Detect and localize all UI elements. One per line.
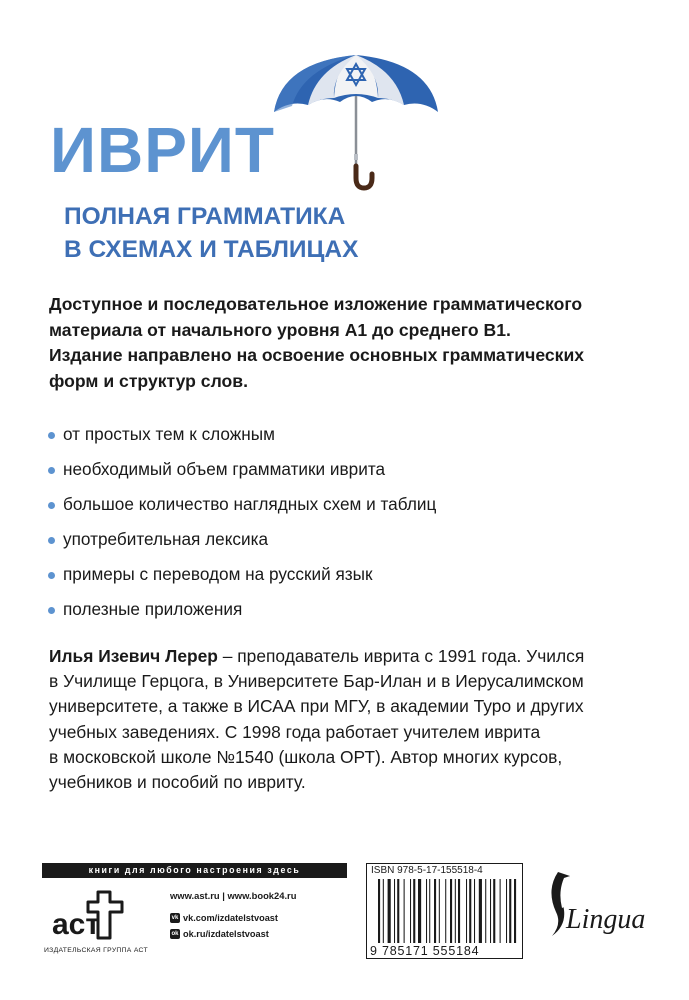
bullet-icon — [48, 432, 55, 439]
lingua-logo — [540, 866, 660, 946]
feature-item — [48, 494, 436, 529]
feature-list — [48, 424, 436, 634]
bio-line: университете, а также в ИСАА при МГУ, в академии Туро и других — [49, 696, 584, 717]
bio-line: учебников и пособий по ивриту. — [49, 772, 306, 793]
vk-link-text: vk.com/izdatelstvoast — [183, 913, 278, 923]
publisher-caption: ИЗДАТЕЛЬСКАЯ ГРУППА АСТ — [44, 947, 148, 954]
barcode-bar — [455, 879, 456, 943]
bullet-icon — [48, 502, 55, 509]
barcode-bar — [404, 879, 405, 943]
intro-line: Доступное и последовательное изложение грамматического — [49, 294, 583, 314]
barcode-bar — [469, 879, 471, 943]
barcode-bar — [388, 879, 391, 943]
barcode-bar — [426, 879, 427, 943]
barcode-bar — [514, 879, 516, 943]
barcode-bar — [434, 879, 436, 943]
barcode-bar — [397, 879, 399, 943]
barcode-bar — [413, 879, 415, 943]
barcode-bar — [429, 879, 430, 943]
bio-line — [49, 644, 649, 669]
ok-icon: ok — [171, 931, 179, 937]
barcode-bar — [509, 879, 511, 943]
intro-line: материала от начального уровня А1 до среднего В1. — [49, 319, 511, 340]
vk-link[interactable] — [170, 913, 278, 923]
intro-paragraph — [49, 292, 649, 394]
lingua-logo-text: Lingua — [566, 904, 646, 935]
feature-text: необходимый объем грамматики иврита — [63, 459, 386, 479]
bullet-icon — [48, 467, 55, 474]
feature-item — [48, 564, 436, 599]
feature-text: большое количество наглядных схем и таблиц — [63, 494, 437, 514]
bullet-icon — [48, 572, 55, 579]
barcode-bars — [378, 879, 518, 943]
umbrella-illustration — [272, 50, 440, 196]
bio-line: учебных заведениях. С 1998 года работает учителем иврита — [49, 721, 541, 742]
subtitle-line: ПОЛНАЯ ГРАММАТИКА — [64, 203, 346, 230]
subtitle-line: В СХЕМАХ И ТАБЛИЦАХ — [64, 236, 359, 263]
author-name: Илья Изевич Лерер — [49, 646, 218, 666]
publisher-websites[interactable]: www.ast.ru | www.book24.ru — [170, 890, 297, 901]
barcode-bar — [500, 879, 501, 943]
intro-line: Издание направлено на освоение основных грамматических — [49, 345, 585, 365]
publisher-tagline: книги для любого настроения здесь — [42, 863, 347, 878]
intro-line: форм и структур слов. — [49, 370, 248, 391]
ok-link-text: ok.ru/izdatelstvoast — [183, 929, 269, 939]
feature-item — [48, 459, 436, 494]
barcode-bar — [506, 879, 507, 943]
barcode-bar — [458, 879, 460, 943]
bio-text: – преподаватель иврита с 1991 года. Учился — [217, 646, 585, 666]
ast-logo-text: аст — [52, 908, 101, 941]
barcode-bar — [383, 879, 384, 943]
feature-text: полезные приложения — [63, 599, 243, 619]
barcode-bar — [394, 879, 395, 943]
ok-link[interactable] — [170, 929, 269, 939]
barcode-bar — [485, 879, 486, 943]
book-subtitle — [64, 200, 358, 266]
barcode-digits: 9 785171 555184 — [370, 944, 480, 958]
bio-line: в московской школе №1540 (школа ОРТ). Автор многих курсов, — [49, 746, 563, 767]
feature-item — [48, 424, 436, 459]
author-bio — [49, 644, 649, 795]
barcode-bar — [418, 879, 421, 943]
barcode-bar — [493, 879, 495, 943]
bio-line: в Училище Герцога, в Университете Бар-Илан и в Иерусалимском — [49, 671, 584, 692]
barcode-bar — [490, 879, 491, 943]
barcode-box — [366, 863, 523, 959]
barcode-bar — [479, 879, 482, 943]
bullet-icon — [48, 607, 55, 614]
bullet-icon — [48, 537, 55, 544]
ast-logo — [50, 888, 136, 944]
feature-text: примеры с переводом на русский язык — [63, 564, 373, 584]
barcode-bar — [410, 879, 411, 943]
barcode-bar — [466, 879, 467, 943]
feature-text: употребительная лексика — [63, 529, 269, 549]
barcode-bar — [450, 879, 452, 943]
barcode-bar — [378, 879, 380, 943]
vk-icon: vk — [171, 915, 179, 921]
feature-item — [48, 529, 436, 564]
barcode-bar — [474, 879, 475, 943]
feature-item — [48, 599, 436, 634]
barcode-bar — [445, 879, 446, 943]
feature-text: от простых тем к сложным — [63, 424, 275, 444]
book-title: ИВРИТ — [50, 114, 275, 186]
barcode-bar — [439, 879, 440, 943]
isbn-number: ISBN 978-5-17-155518-4 — [371, 865, 483, 876]
